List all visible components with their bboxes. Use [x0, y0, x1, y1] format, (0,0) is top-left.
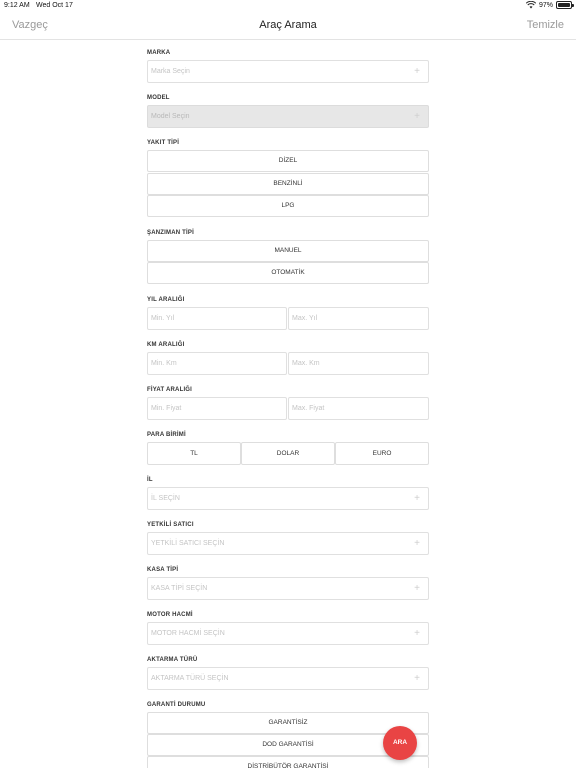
aktarma-label: AKTARMA TÜRÜ [147, 657, 198, 663]
satici-select[interactable] [147, 532, 429, 555]
status-bar [0, 0, 576, 12]
battery-percent: 97% [538, 1, 553, 9]
satici-placeholder: YETKİLİ SATICI SEÇİN [151, 540, 225, 547]
motor-label: MOTOR HACMİ [147, 612, 193, 618]
satici-label: YETKİLİ SATICI [147, 522, 194, 528]
marka-placeholder: Marka Seçin [151, 68, 190, 75]
motor-placeholder: MOTOR HACMİ SEÇİN [151, 630, 225, 637]
km-max-placeholder: Max. Km [292, 360, 320, 367]
yakit-label: YAKIT TİPİ [147, 140, 180, 146]
plus-icon: + [414, 628, 420, 639]
fiyat-max-input[interactable] [288, 397, 429, 420]
para-option-tl[interactable]: TL [147, 442, 241, 465]
navigation-bar [0, 12, 576, 40]
yakit-option-benzinli[interactable]: BENZİNLİ [147, 173, 429, 195]
para-option-euro[interactable]: EURO [335, 442, 429, 465]
plus-icon: + [414, 493, 420, 504]
fiyat-range [147, 397, 429, 420]
aktarma-placeholder: AKTARMA TÜRÜ SEÇİN [151, 675, 229, 682]
marka-select[interactable] [147, 60, 429, 83]
battery-icon [556, 1, 572, 9]
yakit-option-lpg[interactable]: LPG [147, 195, 429, 217]
wifi-icon [526, 1, 536, 9]
fiyat-max-placeholder: Max. Fiyat [292, 405, 325, 412]
il-label: İL [147, 477, 153, 483]
yil-min-input[interactable] [147, 307, 287, 330]
fiyat-min-input[interactable] [147, 397, 287, 420]
para-segmented [147, 442, 429, 465]
fiyat-label: FİYAT ARALIĞI [147, 387, 193, 393]
il-placeholder: İL SEÇİN [151, 495, 180, 502]
plus-icon: + [414, 66, 420, 77]
kasa-label: KASA TİPİ [147, 567, 179, 573]
yil-max-input[interactable] [288, 307, 429, 330]
model-placeholder: Model Seçin [151, 113, 190, 120]
page-title: Araç Arama [259, 19, 317, 31]
il-select[interactable] [147, 487, 429, 510]
yil-max-placeholder: Max. Yıl [292, 315, 318, 322]
sanziman-label: ŞANZIMAN TİPİ [147, 230, 194, 236]
km-label: KM ARALIĞI [147, 342, 185, 348]
plus-icon: + [414, 673, 420, 684]
clear-button[interactable]: Temizle [526, 19, 564, 31]
yil-label: YIL ARALIĞI [147, 297, 185, 303]
garanti-label: GARANTİ DURUMU [147, 702, 206, 708]
para-label: PARA BİRİMİ [147, 432, 186, 438]
sanziman-option-manuel[interactable]: MANUEL [147, 240, 429, 262]
km-min-placeholder: Min. Km [151, 360, 177, 367]
plus-icon: + [414, 583, 420, 594]
status-date: Wed Oct 17 [36, 2, 73, 9]
fiyat-min-placeholder: Min. Fiyat [151, 405, 182, 412]
model-label: MODEL [147, 95, 170, 101]
aktarma-select[interactable] [147, 667, 429, 690]
garanti-option-distributor[interactable]: DİSTRİBÜTÖR GARANTİSİ [147, 756, 429, 768]
yil-min-placeholder: Min. Yıl [151, 315, 175, 322]
status-right [526, 1, 572, 9]
km-min-input[interactable] [147, 352, 287, 375]
search-fab-button[interactable]: ARA [383, 726, 417, 760]
km-range [147, 352, 429, 375]
plus-icon: + [414, 111, 420, 122]
km-max-input[interactable] [288, 352, 429, 375]
marka-label: MARKA [147, 50, 171, 56]
plus-icon: + [414, 538, 420, 549]
garanti-option-garantisiz[interactable]: GARANTİSİZ [147, 712, 429, 734]
model-select[interactable] [147, 105, 429, 128]
kasa-select[interactable] [147, 577, 429, 600]
status-time: 9:12 AM [4, 2, 30, 9]
yil-range [147, 307, 429, 330]
garanti-option-dod[interactable]: DOD GARANTİSİ [147, 734, 429, 756]
para-option-dolar[interactable]: DOLAR [241, 442, 335, 465]
motor-select[interactable] [147, 622, 429, 645]
sanziman-option-otomatik[interactable]: OTOMATİK [147, 262, 429, 284]
yakit-option-dizel[interactable]: DİZEL [147, 150, 429, 172]
kasa-placeholder: KASA TİPİ SEÇİN [151, 585, 208, 592]
battery-fill [558, 3, 570, 7]
cancel-button[interactable]: Vazgeç [12, 19, 48, 31]
